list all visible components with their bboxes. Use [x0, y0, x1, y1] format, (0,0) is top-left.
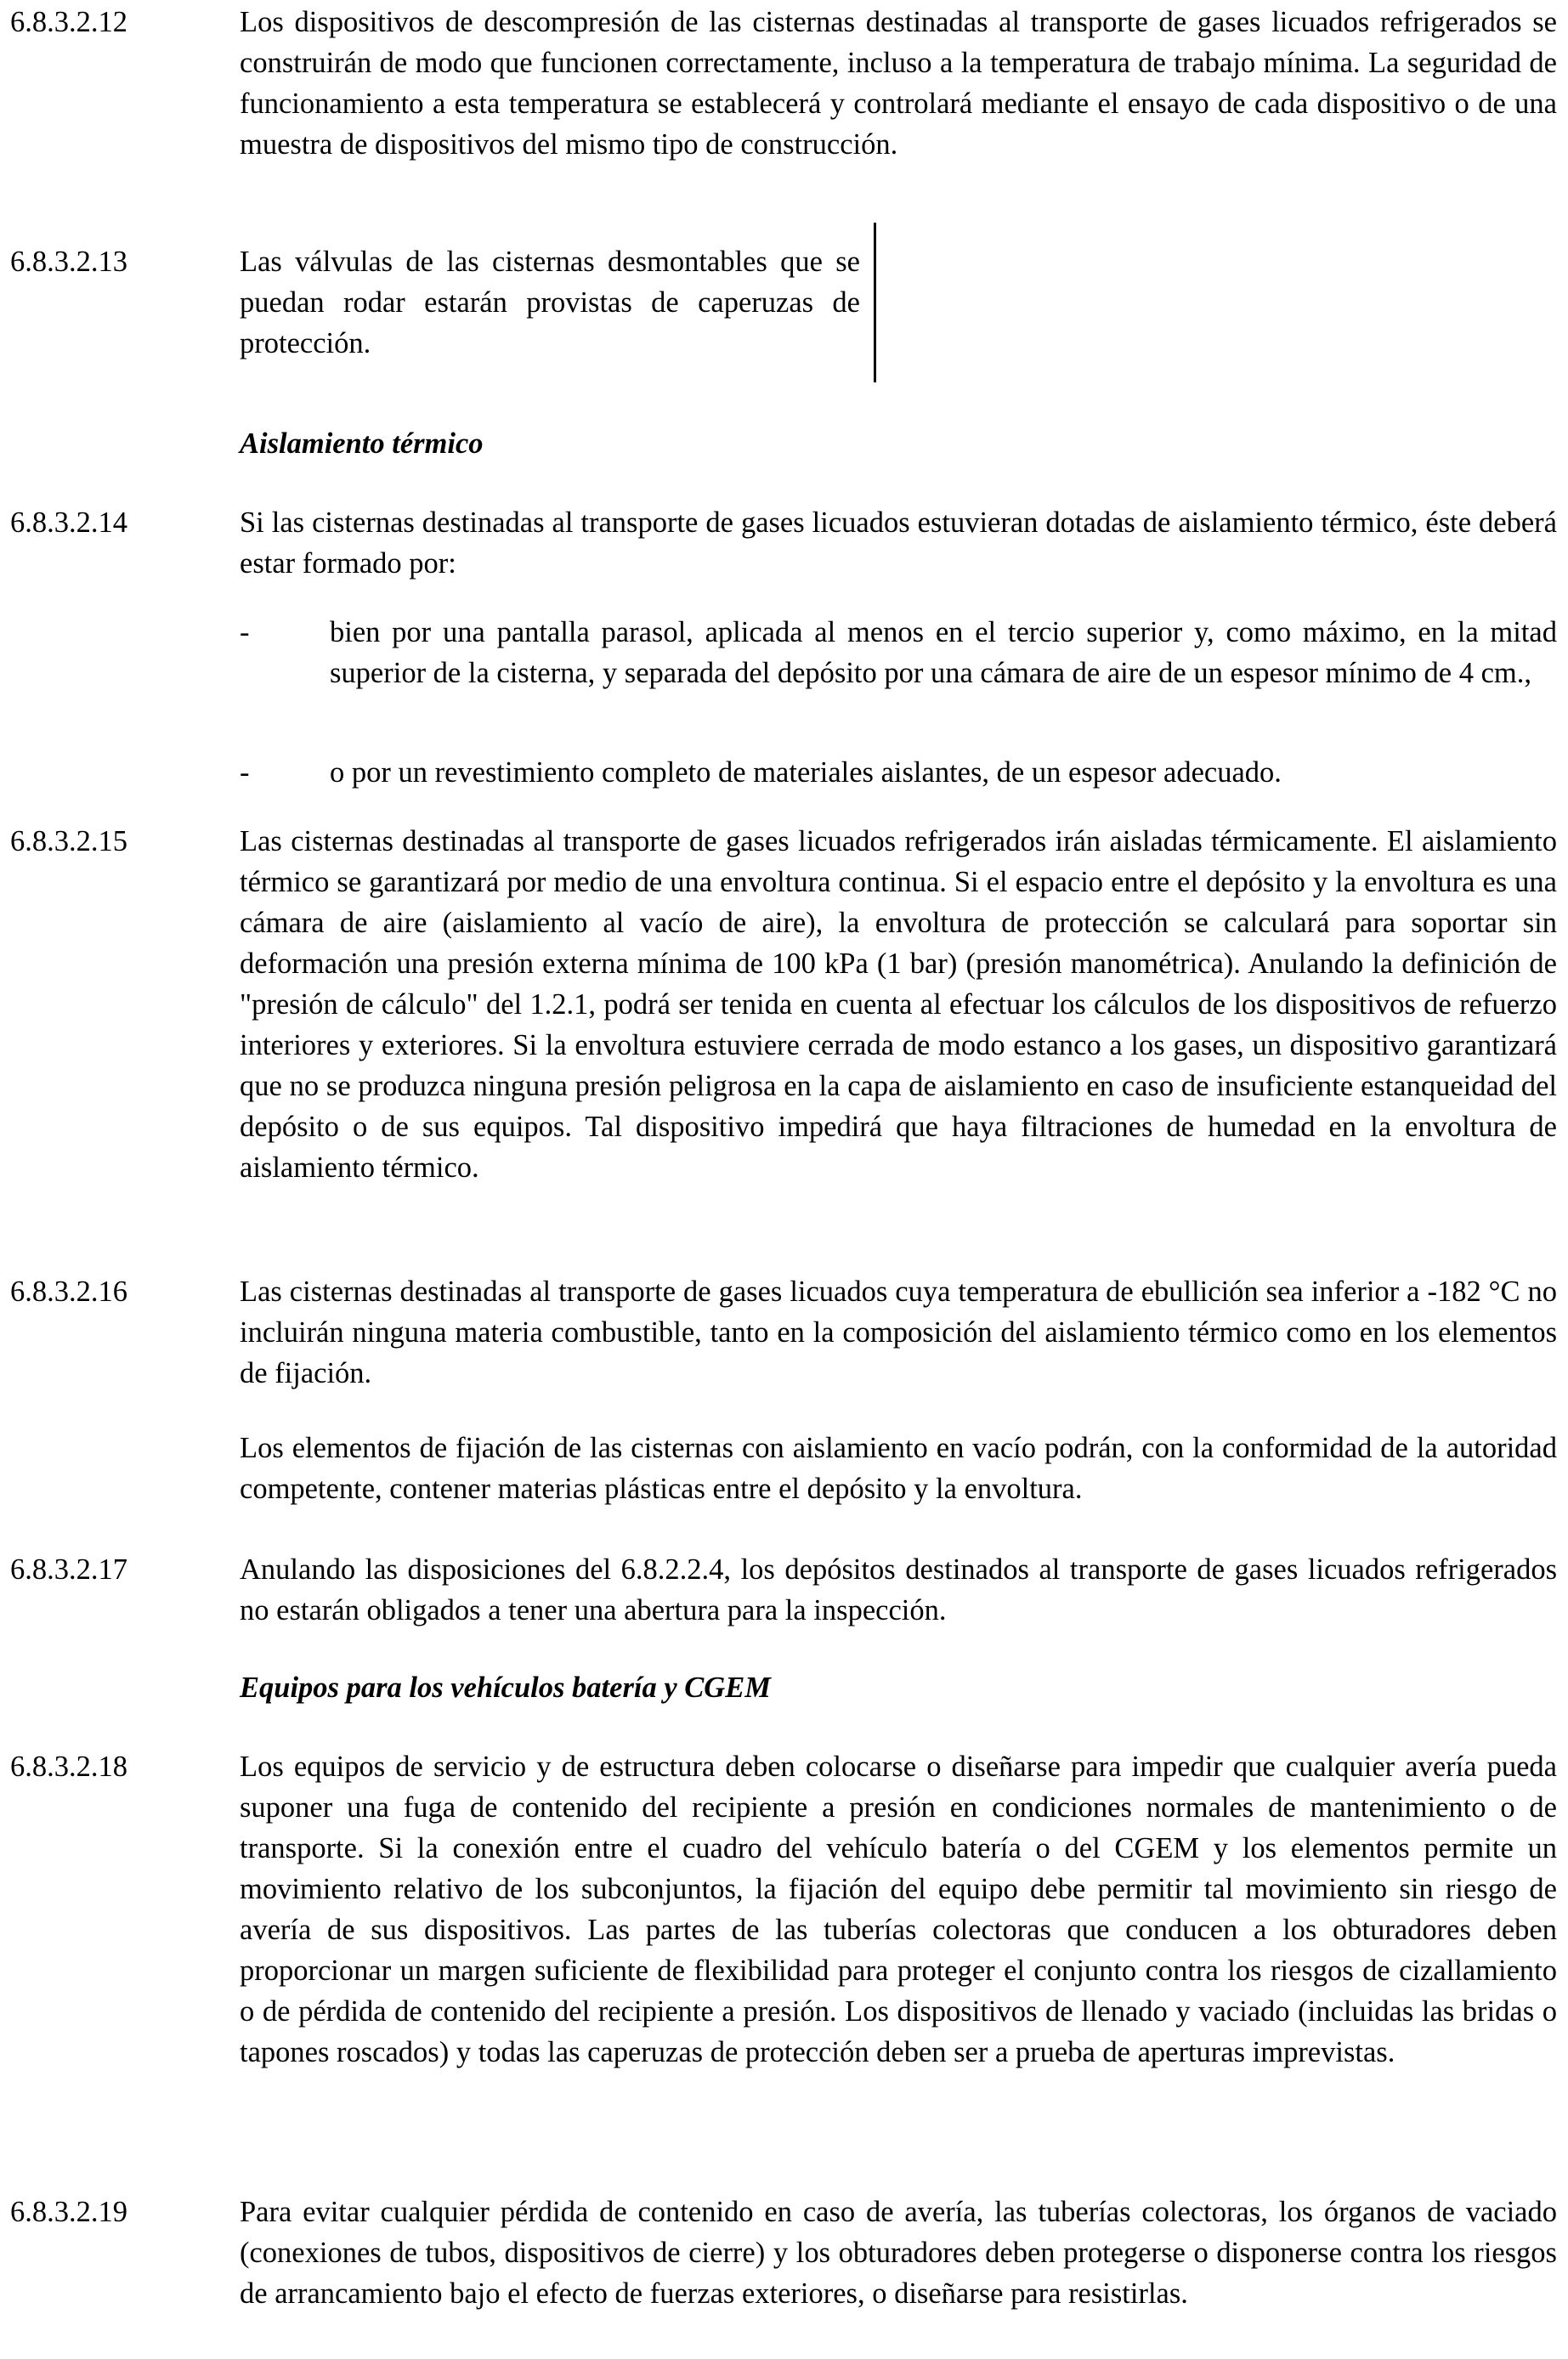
- section-text: Las válvulas de las cisternas desmontables que se puedan rodar estarán provistas de caperuzas de protección.: [240, 246, 860, 359]
- bullet-dash: -: [240, 616, 250, 648]
- section-text-continued: Los elementos de fijación de las cisternas con aislamiento en vacío podrán, con la conformidad de la autoridad competente, contener materias plásticas entre el depósito y la envoltura.: [240, 1432, 1557, 1505]
- section-text: Para evitar cualquier pérdida de contenido en caso de avería, las tuberías colectoras, los órganos de vaciado (conexiones de tubos, dispositivos de cierre) y los obturadores deben protegerse o disponerse contra los riesgos de arrancamiento bajo el efecto de fuerzas exteriores, o diseñarse para resistirlas.: [240, 2196, 1557, 2310]
- section-text: Si las cisternas destinadas al transporte de gases licuados estuvieran dotadas de aislamiento térmico, éste deberá estar formado por:: [240, 506, 1557, 580]
- bullet-text: o por un revestimiento completo de materiales aislantes, de un espesor adecuado.: [330, 756, 1282, 789]
- section-number: 6.8.3.2.15: [10, 825, 127, 857]
- section-text: Las cisternas destinadas al transporte de gases licuados refrigerados irán aisladas térmicamente. El aislamiento térmico se garantizará por medio de una envoltura continua. Si el espacio entre el depósito y la envoltura es una cámara de aire (aislamiento al vacío de aire), la envoltura de protección se calculará para soportar sin deformación una presión externa mínima de 100 kPa (1 bar) (presión manométrica). Anulando la definición de "presión de cálculo" del 1.2.1, podrá ser tenida en cuenta al efectuar los cálculos de los dispositivos de refuerzo interiores y exteriores. Si la envoltura estuviere cerrada de modo estanco a los gases, un dispositivo garantizará que no se produzca ninguna presión peligrosa en la capa de aislamiento en caso de insuficiente estanqueidad del depósito o de sus equipos. Tal dispositivo impedirá que haya filtraciones de humedad en la envoltura de aislamiento térmico.: [240, 825, 1557, 1184]
- section-heading-aislamiento: Aislamiento térmico: [240, 427, 484, 460]
- section-number: 6.8.3.2.12: [10, 6, 127, 38]
- bullet-dash: -: [240, 756, 250, 789]
- section-text: Anulando las disposiciones del 6.8.2.2.4, los depósitos destinados al transporte de gases licuados refrigerados no estarán obligados a tener una abertura para la inspección.: [240, 1553, 1557, 1626]
- section-number: 6.8.3.2.18: [10, 1751, 127, 1783]
- section-number: 6.8.3.2.16: [10, 1276, 127, 1308]
- section-heading-equipos: Equipos para los vehículos batería y CGEM: [240, 1672, 771, 1704]
- revision-margin-bar: [874, 223, 876, 382]
- section-number: 6.8.3.2.17: [10, 1553, 127, 1586]
- section-text: Las cisternas destinadas al transporte de gases licuados cuya temperatura de ebullición sea inferior a -182 °C no incluirán ninguna materia combustible, tanto en la composición del aislamiento térmico como en los elementos de fijación.: [240, 1276, 1557, 1389]
- section-number: 6.8.3.2.13: [10, 246, 127, 278]
- section-text: Los equipos de servicio y de estructura deben colocarse o diseñarse para impedir que cualquier avería pueda suponer una fuga de contenido del recipiente a presión en condiciones normales de mantenimiento o de transporte. Si la conexión entre el cuadro del vehículo batería o del CGEM y los elementos permite un movimiento relativo de los subconjuntos, la fijación del equipo debe permitir tal movimiento sin riesgo de avería de sus dispositivos. Las partes de las tuberías colectoras que conducen a los obturadores deben proporcionar un margen suficiente de flexibilidad para proteger el conjunto contra los riesgos de cizallamiento o de pérdida de contenido del recipiente a presión. Los dispositivos de llenado y vaciado (incluidas las bridas o tapones roscados) y todas las caperuzas de protección deben ser a prueba de aperturas imprevistas.: [240, 1751, 1557, 2068]
- bullet-text: bien por una pantalla parasol, aplicada al menos en el tercio superior y, como máximo, en la mitad superior de la cisterna, y separada del depósito por una cámara de aire de un espesor mínimo de 4 cm.,: [330, 616, 1557, 689]
- section-number: 6.8.3.2.19: [10, 2196, 127, 2228]
- section-number: 6.8.3.2.14: [10, 506, 127, 539]
- section-text: Los dispositivos de descompresión de las cisternas destinadas al transporte de gases licuados refrigerados se construirán de modo que funcionen correctamente, incluso a la temperatura de trabajo mínima. La seguridad de funcionamiento a esta temperatura se establecerá y controlará mediante el ensayo de cada dispositivo o de una muestra de dispositivos del mismo tipo de construcción.: [240, 6, 1557, 161]
